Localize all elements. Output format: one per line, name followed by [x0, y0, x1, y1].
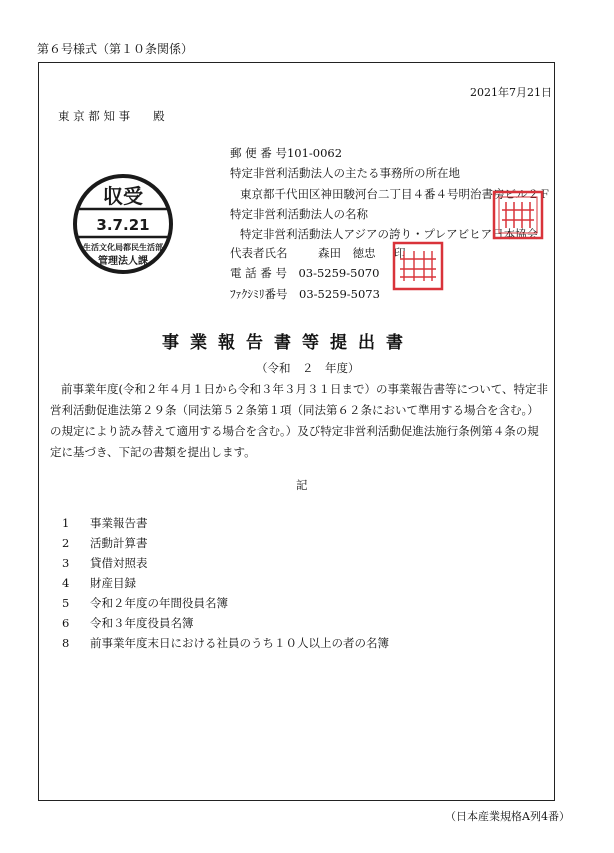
- seal-mark: 印: [394, 246, 406, 260]
- receipt-stamp-top: 収受: [103, 184, 143, 208]
- list-item: 8 前事業年度末日における社員のうち１０人以上の者の名簿: [62, 636, 389, 650]
- org-name-label: 特定非営利活動法人の名称: [230, 207, 368, 221]
- list-item: 4 財産目録: [62, 576, 136, 590]
- document-title: 事業報告書等提出書: [162, 333, 414, 353]
- receipt-stamp-date: 3.7.21: [96, 216, 150, 234]
- receipt-stamp-section: 管理法人課: [98, 256, 148, 267]
- org-name: 特定非営利活動法人アジアの誇り・プレアビヒア日本協会: [240, 227, 539, 241]
- submission-date: 2021年7月21日: [470, 86, 552, 99]
- list-item: 5 令和２年度の年間役員名簿: [62, 596, 228, 610]
- body-paragraph: 前事業年度(令和２年４月１日から令和３年３月３１日まで）の事業報告書等について、特定非営利活動促進法第２９条（同法第５２条第１項（同法第６２条において準用する場合を含む。）の規定により読み替えて適用する場合を含む。）及び特定非営利活動促進法施行条例第４条の規定に基づき、下記の書類を提出します。: [50, 382, 549, 459]
- representative-name: 森田 徳忠: [318, 246, 376, 260]
- representative-label: 代表者氏名: [230, 246, 288, 260]
- fiscal-year: （令和 ２ 年度）: [256, 361, 360, 375]
- fax-number: ﾌｧｸｼﾐﾘ番号 03-5259-5073: [230, 287, 380, 301]
- ki-heading: 記: [296, 478, 308, 492]
- footer-note: （日本産業規格A列4番）: [445, 810, 570, 823]
- list-item: 1 事業報告書: [62, 516, 148, 530]
- form-number: 第６号様式（第１０条関係）: [37, 42, 194, 56]
- list-item: 3 貸借対照表: [62, 556, 148, 570]
- postal-code: 郵 便 番 号101-0062: [230, 146, 343, 160]
- organization-seal: [492, 190, 544, 240]
- phone-number: 電 話 番 号 03-5259-5070: [230, 266, 380, 280]
- office-label: 特定非営利活動法人の主たる事務所の所在地: [230, 166, 460, 180]
- receipt-stamp-dept: 生活文化局都民生活部: [83, 243, 163, 252]
- list-item: 2 活動計算書: [62, 536, 148, 550]
- receipt-stamp-graphic: [72, 173, 174, 275]
- office-address: 東京都千代田区神田駿河台二丁目４番４号明治書房ビル２Ｆ: [240, 187, 551, 201]
- representative-seal: [392, 241, 444, 291]
- receipt-stamp: [72, 173, 174, 275]
- addressee: 東 京 都 知 事 殿: [58, 109, 165, 123]
- list-item: 6 令和３年度役員名簿: [62, 616, 194, 630]
